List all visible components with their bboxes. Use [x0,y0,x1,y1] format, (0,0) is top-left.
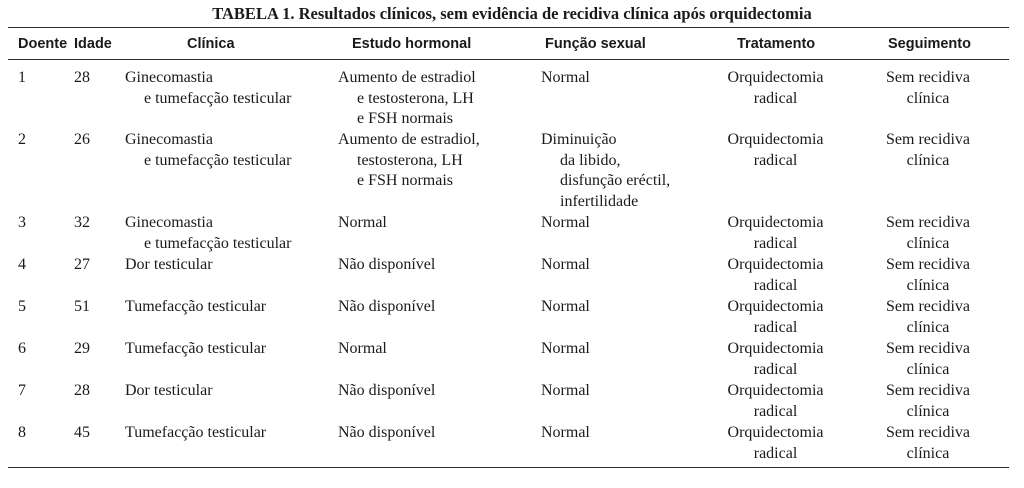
cell-line: Normal [338,340,387,357]
cell-estudo-row-6 [338,339,387,360]
cell-line: radical [753,89,798,107]
cell-tratamento-row-4 [718,255,833,296]
cell-line: Sem recidiva [886,214,970,231]
cell-line: infertilidade [560,192,639,210]
cell-tratamento-row-5 [718,297,833,338]
bottom-rule [8,467,1009,468]
cell-seguimento-row-3 [878,213,978,254]
cell-line: Sem recidiva [886,69,970,86]
cell-line: Normal [541,298,590,315]
cell-doente-row-8: 8 [18,424,26,441]
cell-line: clínica [906,276,950,294]
header-funcao-sexual: Função sexual [545,36,646,52]
cell-seguimento-row-7 [878,381,978,422]
cell-clinica-row-8 [125,423,266,444]
cell-funcao-row-3 [541,213,590,234]
cell-line: clínica [906,402,950,420]
cell-line: radical [753,234,798,252]
cell-line: Orquidectomia [727,69,824,86]
cell-estudo-row-1 [338,68,476,130]
cell-line: Tumefacção testicular [125,424,267,441]
cell-doente-row-2: 2 [18,131,26,148]
cell-line: Orquidectomia [727,131,824,148]
cell-idade-row-5: 51 [74,298,90,315]
cell-line: Não disponível [338,298,436,315]
cell-line: Normal [541,214,590,231]
cell-clinica-row-6 [125,339,266,360]
cell-estudo-row-4 [338,255,435,276]
cell-doente-row-3: 3 [18,214,26,231]
cell-idade-row-6: 29 [74,340,90,357]
cell-doente-row-6: 6 [18,340,26,357]
cell-estudo-row-2 [338,130,480,192]
cell-line: Ginecomastia [125,214,213,231]
cell-clinica-row-2 [125,130,291,171]
cell-line: Não disponível [338,256,436,273]
cell-estudo-row-5 [338,297,435,318]
cell-line: radical [753,151,798,169]
cell-line: e FSH normais [357,172,453,189]
cell-doente-row-5: 5 [18,298,26,315]
cell-idade-row-4: 27 [74,256,90,273]
cell-line: Sem recidiva [886,424,970,441]
header-doente: Doente [18,36,68,52]
cell-funcao-row-5 [541,297,590,318]
header-estudo-hormonal: Estudo hormonal [352,36,472,52]
header-rule [8,59,1009,60]
cell-line: e tumefacção testicular [144,234,292,252]
cell-line: testosterona, LH [357,151,463,169]
cell-line: Não disponível [338,382,436,399]
cell-line: Diminuição [541,131,617,148]
cell-funcao-row-2 [541,130,670,212]
cell-clinica-row-3 [125,213,291,254]
cell-line: Tumefacção testicular [125,340,267,357]
cell-estudo-row-7 [338,381,435,402]
cell-line: Sem recidiva [886,131,970,148]
cell-line: radical [753,360,798,378]
cell-idade-row-8: 45 [74,424,90,441]
cell-line: Sem recidiva [886,340,970,357]
cell-line: clínica [906,360,950,378]
cell-line: e FSH normais [357,110,453,127]
cell-line: Normal [541,382,590,399]
cell-line: Orquidectomia [727,256,824,273]
cell-line: Tumefacção testicular [125,298,267,315]
cell-line: Ginecomastia [125,69,213,86]
cell-funcao-row-4 [541,255,590,276]
header-idade: Idade [74,36,112,52]
cell-doente-row-1: 1 [18,69,26,86]
cell-line: disfunção eréctil, [560,172,671,189]
header-clinica: Clínica [187,36,235,52]
cell-line: Dor testicular [125,382,213,399]
cell-clinica-row-1 [125,68,291,109]
cell-estudo-row-8 [338,423,435,444]
cell-line: Normal [541,424,590,441]
cell-line: radical [753,402,798,420]
cell-estudo-row-3 [338,213,387,234]
cell-clinica-row-4 [125,255,213,276]
cell-line: e tumefacção testicular [144,89,292,107]
cell-tratamento-row-1 [718,68,833,109]
cell-line: radical [753,318,798,336]
cell-line: e tumefacção testicular [144,151,292,169]
cell-line: da libido, [560,151,621,169]
cell-idade-row-1: 28 [74,69,90,86]
cell-idade-row-3: 32 [74,214,90,231]
cell-seguimento-row-2 [878,130,978,171]
cell-line: Dor testicular [125,256,213,273]
cell-line: Ginecomastia [125,131,213,148]
cell-tratamento-row-6 [718,339,833,380]
table-caption: TABELA 1. Resultados clínicos, sem evidência de recidiva clínica após orquidectomia [212,4,812,23]
cell-funcao-row-7 [541,381,590,402]
cell-line: Não disponível [338,424,436,441]
cell-line: radical [753,444,798,462]
header-tratamento: Tratamento [737,36,816,52]
cell-tratamento-row-8 [718,423,833,464]
cell-seguimento-row-1 [878,68,978,109]
cell-seguimento-row-8 [878,423,978,464]
cell-idade-row-7: 28 [74,382,90,399]
cell-line: Normal [541,340,590,357]
cell-seguimento-row-5 [878,297,978,338]
cell-doente-row-7: 7 [18,382,26,399]
cell-tratamento-row-3 [718,213,833,254]
cell-funcao-row-6 [541,339,590,360]
cell-line: Sem recidiva [886,256,970,273]
cell-line: Orquidectomia [727,214,824,231]
header-seguimento: Seguimento [888,36,971,52]
cell-line: Normal [541,69,590,86]
top-rule [8,27,1009,28]
cell-line: Orquidectomia [727,298,824,315]
cell-clinica-row-5 [125,297,266,318]
cell-line: Normal [338,214,387,231]
cell-funcao-row-8 [541,423,590,444]
cell-idade-row-2: 26 [74,131,90,148]
cell-line: Orquidectomia [727,340,824,357]
cell-line: radical [753,276,798,294]
cell-line: Aumento de estradiol [338,69,476,86]
cell-seguimento-row-6 [878,339,978,380]
cell-line: clínica [906,318,950,336]
cell-funcao-row-1 [541,68,590,89]
cell-line: Normal [541,256,590,273]
cell-line: clínica [906,89,950,107]
cell-clinica-row-7 [125,381,213,402]
cell-seguimento-row-4 [878,255,978,296]
cell-line: Sem recidiva [886,382,970,399]
cell-line: Sem recidiva [886,298,970,315]
cell-line: clínica [906,151,950,169]
cell-doente-row-4: 4 [18,256,26,273]
cell-line: e testosterona, LH [357,89,474,107]
cell-line: clínica [906,234,950,252]
cell-line: clínica [906,444,950,462]
cell-line: Orquidectomia [727,382,824,399]
cell-line: Orquidectomia [727,424,824,441]
cell-line: Aumento de estradiol, [338,131,480,148]
cell-tratamento-row-2 [718,130,833,171]
cell-tratamento-row-7 [718,381,833,422]
